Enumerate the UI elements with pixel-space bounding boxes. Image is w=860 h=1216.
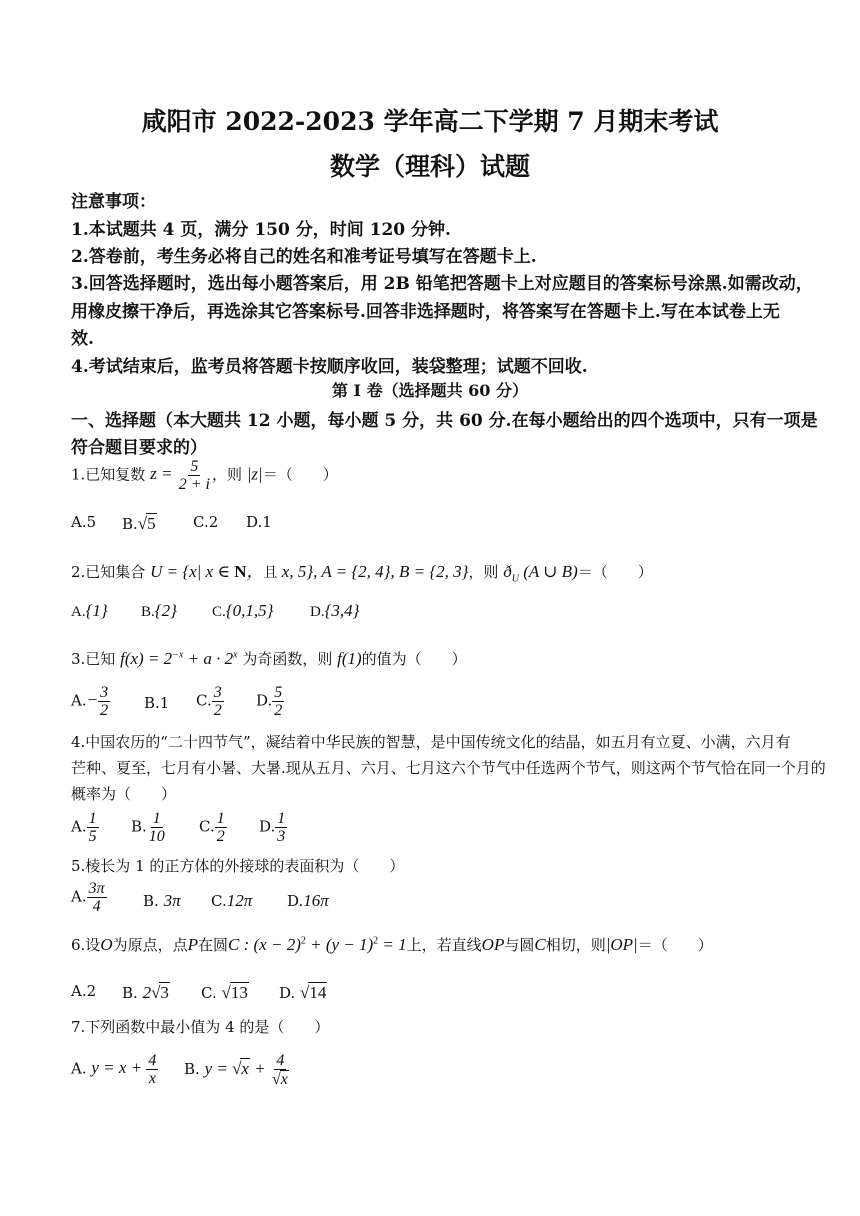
q6-option-d: D. √14 (279, 983, 327, 1002)
q1-option-a: A.5 (71, 513, 97, 531)
q2-complement: $ð_U$ (A ∪ B) (503, 562, 578, 585)
q2-prefix: 2.已知集合 (71, 563, 146, 581)
q2-option-d: D.{3,4} (310, 601, 360, 620)
q2-mid: ，则 (468, 563, 499, 581)
exam-subtitle: 数学（理科）试题 (329, 152, 530, 181)
q2-option-c: C.{0,1,5} (212, 601, 274, 620)
q6-circle: C : $(x - 2)^2 + (y - 1)^2 = 1$ (228, 935, 407, 954)
exam-title: 咸阳市 2022-2023 学年高二下学期 7 月期末考试 (141, 107, 719, 136)
q7-option-b: B. y = √x + $\frac{4}{√x}$ (184, 1052, 288, 1088)
notice-line-4: 4.考试结束后，监考员将答题卡按顺序收回，装袋整理；试题不回收. (71, 357, 588, 377)
q3-function: $f(x) = 2^{-x} + a \cdot 2^x$ (120, 649, 238, 668)
q6-length: |OP| (605, 935, 638, 954)
question-4-line-3: 概率为（ ） (71, 785, 177, 803)
q3-mid: 为奇函数，则 (242, 650, 333, 668)
q3-option-d: D. $\frac{5}{2}$ (256, 684, 283, 719)
q3-prefix: 3.已知 (71, 650, 116, 668)
q1-prefix: 1.已知复数 (71, 465, 146, 484)
q1-post: ＝（ ） (262, 465, 338, 484)
q2-option-a: A.{1} (71, 601, 108, 620)
q3-option-c: C. $\frac{3}{2}$ (196, 684, 222, 719)
q3-option-b: B.1 (144, 694, 170, 712)
notice-line-3a: 3.回答选择题时，选出每小题答案后，用 2B 铅笔把答题卡上对应题目的答案标号涂黑.如需改动， (71, 274, 813, 294)
q5-option-d: D.16π (287, 891, 329, 910)
q3-value: f(1) (337, 649, 362, 668)
q3-option-a: A.− $\frac{3}{2}$ (71, 684, 109, 719)
q4-option-b: B. $\frac{1}{10}$ (131, 810, 165, 845)
q2-set-def: U = {x| x ∈ N，且 x, 5}, A = {2, 4}, B = {2, 3} (150, 562, 469, 581)
notice-line-1: 1.本试题共 4 页，满分 150 分，时间 120 分钟. (71, 220, 451, 240)
question-6: 6.设O为原点，点P在圆C : $(x - 2)^2 + (y - 1)^2 = 1$上，若直线OP与圆C相切，则|OP|＝（ ） (71, 935, 713, 954)
question-4-line-1: 4.中国农历的“二十四节气”，凝结着中华民族的智慧，是中国传统文化的结晶，如五月有立夏、小满，六月有 (71, 733, 791, 751)
q2-option-b: B.{2} (141, 601, 177, 620)
q6-option-c: C. √13 (201, 983, 248, 1002)
q4-option-d: D. $\frac{1}{3}$ (259, 810, 286, 845)
question-5: 5.棱长为 1 的正方体的外接球的表面积为（ ） (71, 857, 405, 875)
notice-line-3b: 用橡皮擦干净后，再选涂其它答案标号.回答非选择题时，将答案写在答题卡上.写在本试卷上无 (71, 302, 780, 322)
q1-mid: ，则 (211, 465, 242, 484)
q6-option-b: B. 2√3 (122, 983, 169, 1002)
q1-option-d: D.1 (246, 513, 272, 531)
notice-heading: 注意事项： (71, 192, 156, 212)
question-3 (71, 648, 467, 669)
q7-option-a: A. y = x + $\frac{4}{x}$ (71, 1052, 157, 1087)
section-heading-1: 一、选择题（本大题共 12 小题，每小题 5 分，共 60 分.在每小题给出的四个选项中，只有一项是 (71, 411, 818, 431)
q6-origin: O (100, 935, 113, 954)
q3-post: 的值为（ ） (361, 650, 467, 668)
part-heading: 第 I 卷（选择题共 60 分） (331, 381, 529, 400)
notice-line-2: 2.答卷前，考生务必将自己的姓名和准考证号填写在答题卡上. (71, 247, 537, 267)
q6-point: P (187, 935, 198, 954)
question-4-line-2: 芒种、夏至，七月有小暑、大暑.现从五月、六月、七月这六个节气中任选两个节气，则这两个节气恰在同一个月的 (71, 759, 826, 777)
section-heading-2: 符合题目要求的） (71, 438, 207, 458)
q5-option-a: A. $\frac{3\pi}{4}$ (71, 880, 105, 915)
q5-option-c: C.12π (211, 891, 253, 910)
q1-option-c: C.2 (193, 513, 219, 531)
q6-option-a: A.2 (71, 982, 97, 1000)
q2-post: ＝（ ） (577, 563, 653, 581)
q5-option-b: B. 3π (143, 891, 181, 910)
q1-modulus: |z| (246, 464, 263, 484)
q1-option-b: B.√5 (122, 514, 156, 533)
q4-option-c: C. $\frac{1}{2}$ (199, 810, 225, 845)
q4-option-a: A. $\frac{1}{5}$ (71, 810, 97, 845)
question-1 (71, 458, 338, 493)
question-2 (71, 557, 653, 584)
question-7: 7.下列函数中最小值为 4 的是（ ） (71, 1018, 330, 1036)
q1-formula: z = $\frac{5}{2 + i}$ (150, 458, 210, 493)
notice-line-3c: 效. (71, 329, 94, 349)
